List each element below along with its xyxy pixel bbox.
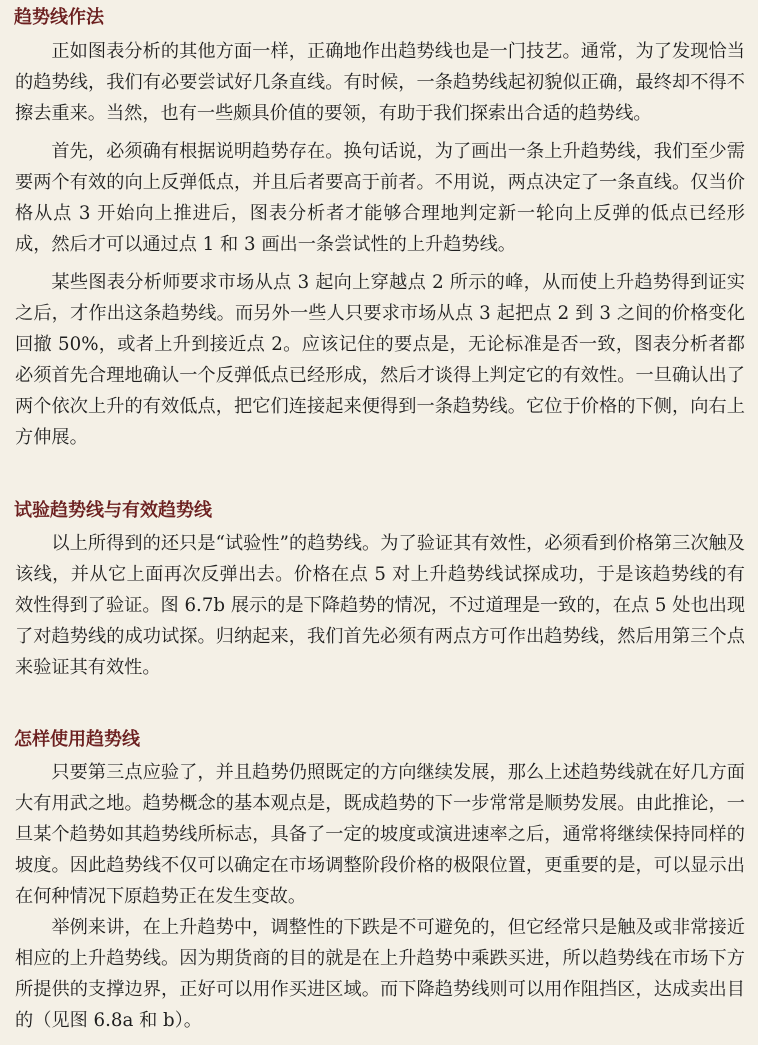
paragraph: 某些图表分析师要求市场从点 3 起向上穿越点 2 所示的峰，从而使上升趋势得到证实之后，才作出这条趋势线。而另外一些人只要求市场从点 3 起把点 2 到 3 之间的价格变化回撤 50%，或者上升到接近点 2。应该记住的要点是，无论标准是否一致，图表分析者都必须首先合理地确认一个反弹低点已经形成，然后才谈得上判定它的有效性。一旦确认出了两个依次上升的有效低点，把它们连接起来便得到一条趋势线。它位于价格的下侧，向右上方伸展。	[15, 272, 745, 448]
section-title-using-trendlines: 怎样使用趋势线	[14, 729, 140, 750]
paragraph: 以上所得到的还只是“试验性”的趋势线。为了验证其有效性，必须看到价格第三次触及该线，并从它上面再次反弹出去。价格在点 5 对上升趋势线试探成功，于是该趋势线的有效性得到了验证。图 6.7b 展示的是下降趋势的情况，不过道理是一致的，在点 5 处也出现了对趋势线的成功试探。归纳起来，我们首先必须有两点方可作出趋势线，然后用第三个点来验证其有效性。	[15, 533, 746, 678]
section-title-tentative-valid-trendline: 试验趋势线与有效趋势线	[14, 500, 212, 521]
section-title-trendline-drawing: 趋势线作法	[14, 7, 104, 28]
paragraph: 举例来讲，在上升趋势中，调整性的下跌是不可避免的，但它经常只是触及或非常接近相应的上升趋势线。因为期货商的目的就是在上升趋势中乘跌买进，所以趋势线在市场下方所提供的支撑边界，正好可以用作买进区域。而下降趋势线则可以用作阻挡区，达成卖出目的（见图 6.8a 和 b）。	[15, 917, 745, 1031]
paragraph: 正如图表分析的其他方面一样，正确地作出趋势线也是一门技艺。通常，为了发现恰当的趋势线，我们有必要尝试好几条直线。有时候，一条趋势线起初貌似正确，最终却不得不擦去重来。当然，也有一些颇具价值的要领，有助于我们探索出合适的趋势线。	[15, 41, 745, 124]
paragraph: 只要第三点应验了，并且趋势仍照既定的方向继续发展，那么上述趋势线就在好几方面大有用武之地。趋势概念的基本观点是，既成趋势的下一步常常是顺势发展。由此推论，一旦某个趋势如其趋势线所标志，具备了一定的坡度或演进速率之后，通常将继续保持同样的坡度。因此趋势线不仅可以确定在市场调整阶段价格的极限位置，更重要的是，可以显示出在何种情况下原趋势正在发生变故。	[15, 762, 745, 907]
paragraph: 首先，必须确有根据说明趋势存在。换句话说，为了画出一条上升趋势线，我们至少需要两个有效的向上反弹低点，并且后者要高于前者。不用说，两点决定了一条直线。仅当价格从点 3 开始向上推进后，图表分析者才能够合理地判定新一轮向上反弹的低点已经形成，然后才可以通过点 1 和 3 画出一条尝试性的上升趋势线。	[15, 141, 745, 255]
